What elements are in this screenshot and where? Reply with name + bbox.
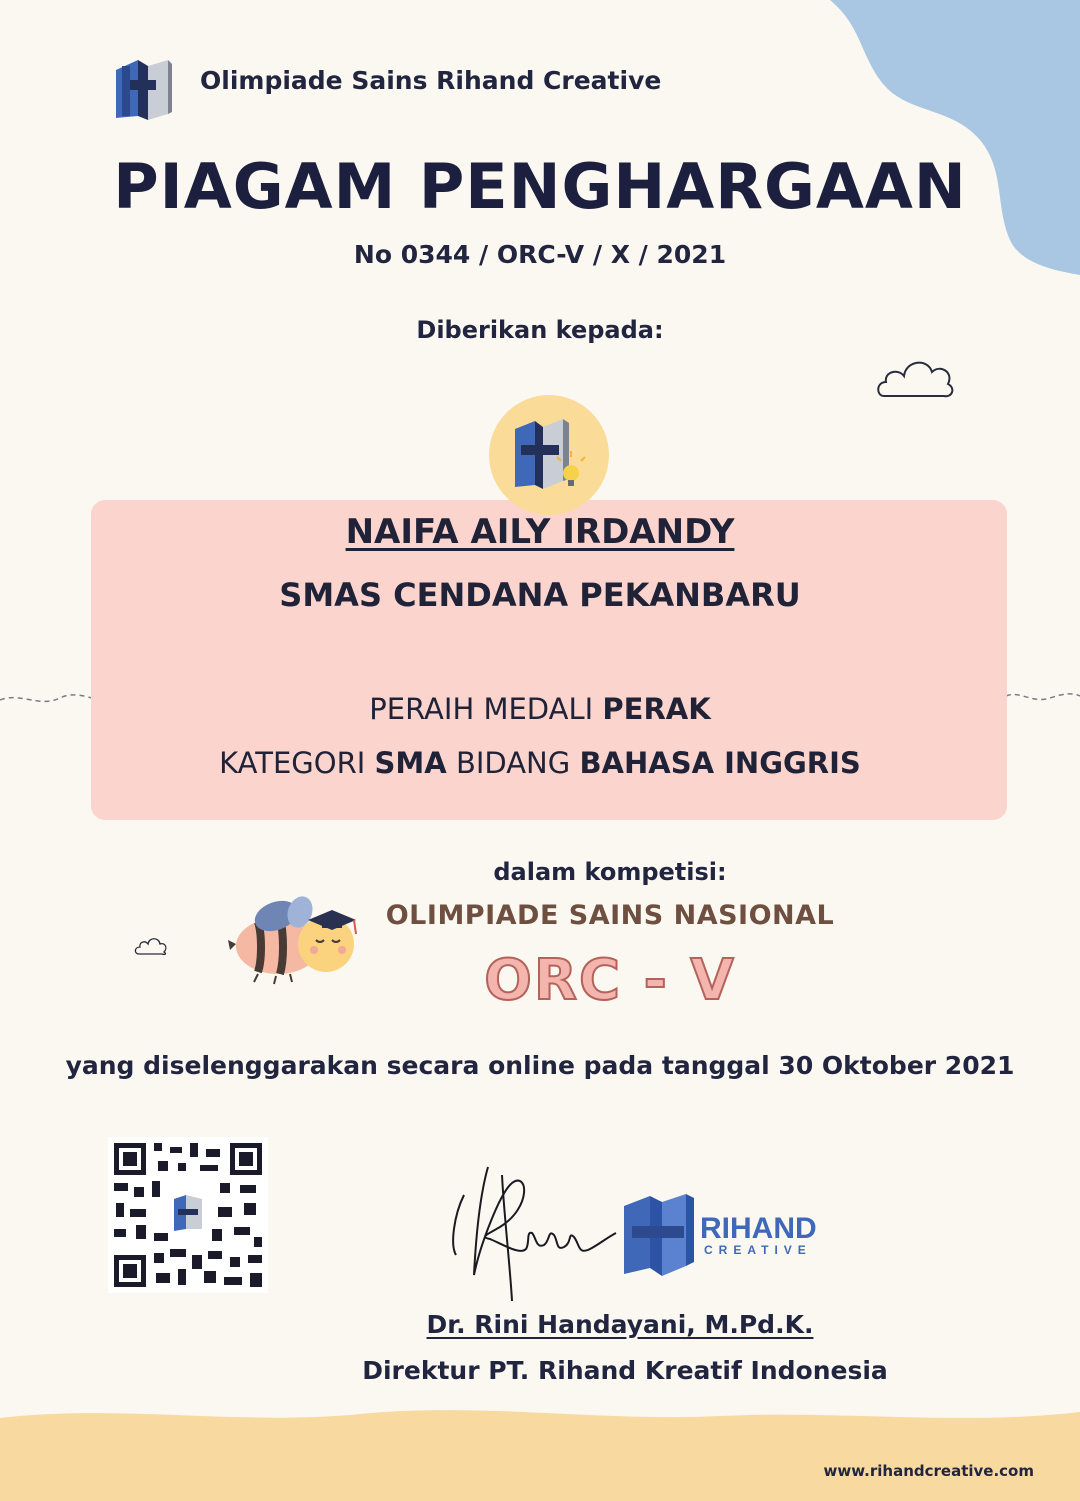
recipient-name: NAIFA AILY IRDANDY: [345, 512, 735, 552]
rh-logo-icon: [108, 56, 174, 122]
rihand-stamp-logo: [620, 1190, 832, 1280]
signatory-name: Dr. Rini Handayani, M.Pd.K.: [426, 1310, 814, 1339]
field-prefix: BIDANG: [455, 746, 571, 780]
blue-blob-decoration: [820, 0, 1080, 280]
given-to-label: Diberikan kepada:: [416, 316, 664, 344]
cloud-icon: [874, 350, 956, 406]
event-code: ORC - V: [484, 948, 736, 1013]
stamp-brand-text: RIHAND: [700, 1212, 817, 1245]
bee-graduate-icon: [228, 890, 364, 986]
category-value: SMA: [374, 746, 447, 780]
category-prefix: KATEGORI: [219, 746, 366, 780]
certificate-title: PIAGAM PENGHARGAAN: [113, 150, 967, 223]
medal-line: [0, 692, 1080, 726]
event-date-line: yang diselenggarakan secara online pada tanggal 30 Oktober 2021: [65, 1051, 1015, 1080]
bottom-wave-decoration: [0, 1400, 1080, 1501]
rh-lightbulb-badge-icon: [487, 393, 611, 517]
medal-prefix: PERAIH MEDALI: [369, 692, 594, 726]
medal-type: PERAK: [602, 692, 711, 726]
school-name: SMAS CENDANA PEKANBARU: [279, 576, 801, 614]
website-link[interactable]: www.rihandcreative.com: [823, 1462, 1034, 1480]
organization-name: Olimpiade Sains Rihand Creative: [200, 66, 662, 95]
stamp-sub-text: CREATIVE: [704, 1243, 812, 1257]
small-cloud-icon: [134, 934, 168, 958]
competition-name: OLIMPIADE SAINS NASIONAL: [385, 900, 835, 931]
signatory-title: Direktur PT. Rihand Kreatif Indonesia: [362, 1356, 888, 1385]
competition-intro: dalam kompetisi:: [493, 858, 727, 886]
certificate-number: No 0344 / ORC-V / X / 2021: [353, 240, 727, 269]
field-value: BAHASA INGGRIS: [579, 746, 861, 780]
qr-code-icon: [108, 1137, 268, 1293]
category-line: [0, 746, 1080, 780]
